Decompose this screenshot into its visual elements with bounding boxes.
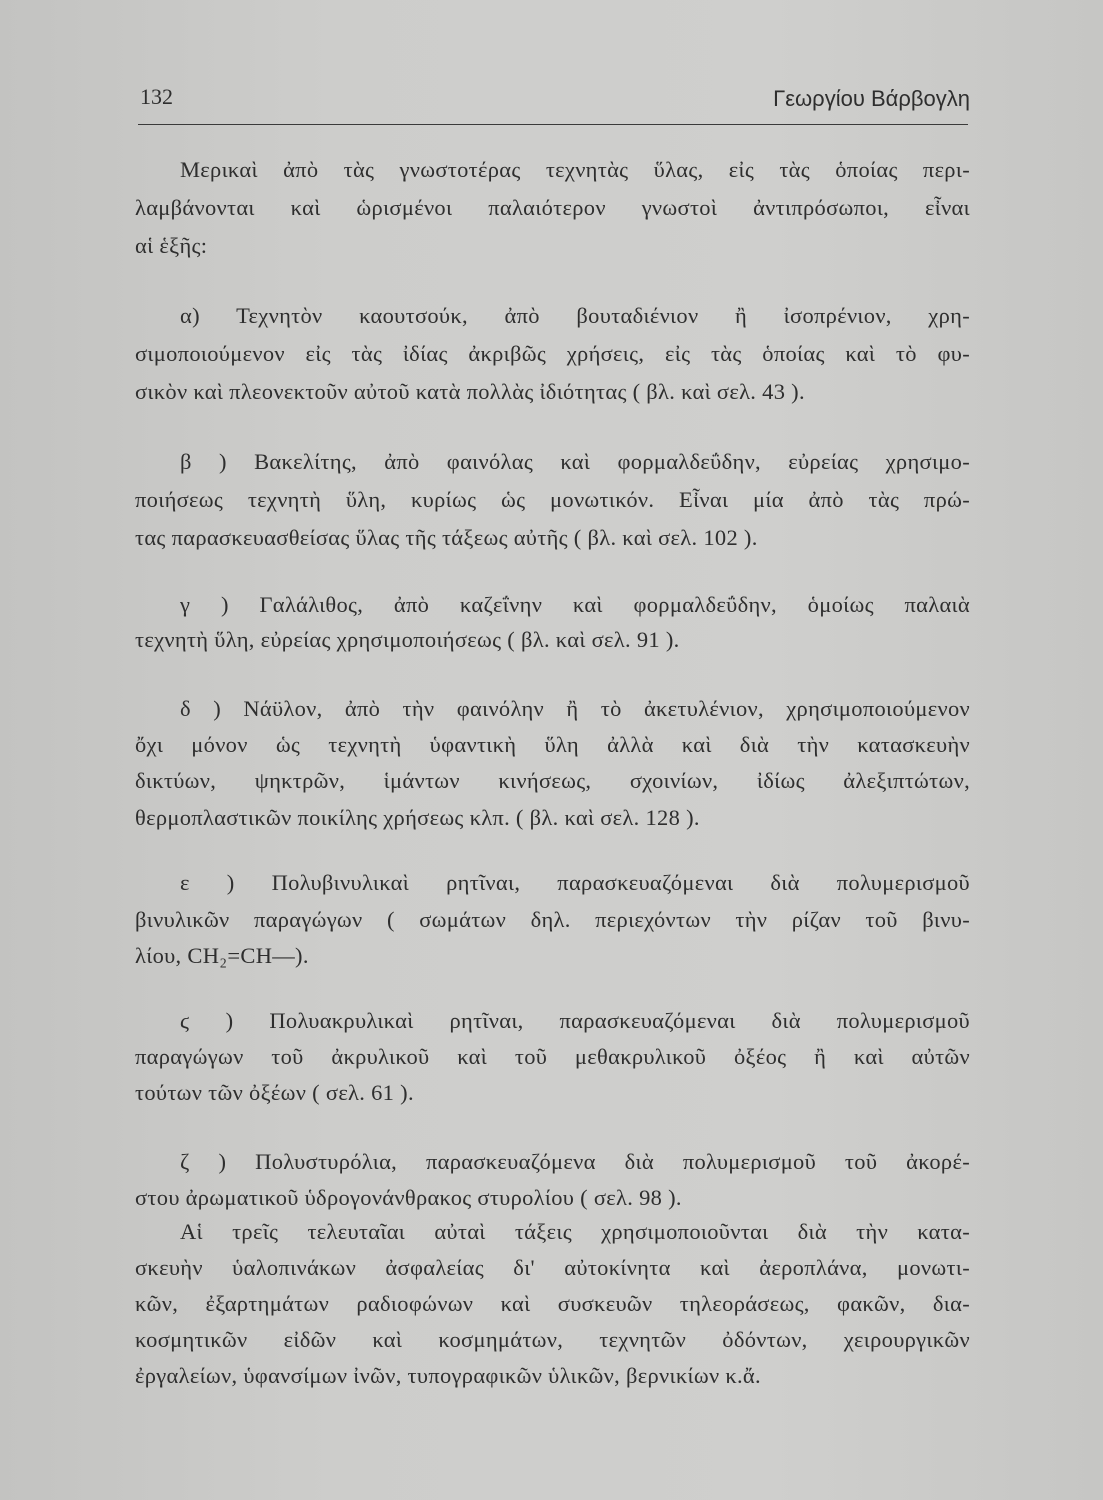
text-line: παραγώγων τοῦ ἀκρυλικοῦ καὶ τοῦ μεθακρυλικοῦ ὀξέος ἢ καὶ αὐτῶν [135, 1044, 970, 1069]
running-head: Γεωργίου Βάρβογλη [773, 86, 970, 111]
text-line: κῶν, ἐξαρτημάτων ραδιοφώνων καὶ συσκευῶν τηλεοράσεως, φακῶν, δια- [135, 1291, 970, 1316]
text-line: αἱ ἑξῆς: [135, 233, 208, 258]
text-line: ε ) Πολυβινυλικαὶ ρητῖναι, παρασκευαζόμεναι διὰ πολυμερισμοῦ [180, 870, 970, 895]
page-number: 132 [140, 84, 173, 109]
text-line: ἐργαλείων, ὑφανσίμων ἰνῶν, τυπογραφικῶν ὑλικῶν, βερνικίων κ.ἄ. [135, 1363, 761, 1388]
text-line: γ ) Γαλάλιθος, ἀπὸ καζεΐνην καὶ φορμαλδεΰδην, ὁμοίως παλαιὰ [180, 592, 970, 617]
text-line: τας παρασκευασθείσας ὕλας τῆς τάξεως αὐτῆς ( βλ. καὶ σελ. 102 ). [135, 525, 758, 550]
text-line: ζ ) Πολυστυρόλια, παρασκευαζόμενα διὰ πολυμερισμοῦ τοῦ ἀκορέ- [180, 1149, 970, 1174]
text-line: δικτύων, ψηκτρῶν, ἱμάντων κινήσεως, σχοινίων, ἰδίως ἀλεξιπτώτων, [135, 768, 970, 793]
text-line: β ) Βακελίτης, ἀπὸ φαινόλας καὶ φορμαλδεΰδην, εὐρείας χρησιμο- [180, 449, 970, 474]
text-line: ποιήσεως τεχνητὴ ὕλη, κυρίως ὡς μονωτικόν. Εἶναι μία ἀπὸ τὰς πρώ- [135, 487, 970, 512]
text-line: Μερικαὶ ἀπὸ τὰς γνωστοτέρας τεχνητὰς ὕλας, εἰς τὰς ὁποίας περι- [180, 157, 970, 182]
text-line: σικὸν καὶ πλεονεκτοῦν αὐτοῦ κατὰ πολλὰς ἰδιότητας ( βλ. καὶ σελ. 43 ). [135, 379, 805, 404]
text-line: βινυλικῶν παραγώγων ( σωμάτων δηλ. περιεχόντων τὴν ρίζαν τοῦ βινυ- [135, 907, 970, 932]
text-line: α) Τεχνητὸν καουτσούκ, ἀπὸ βουταδιένιον ἢ ἰσοπρένιον, χρη- [180, 303, 970, 328]
text-line: στου ἀρωματικοῦ ὑδρογονάνθρακος στυρολίου ( σελ. 98 ). [135, 1185, 682, 1210]
text-line: σκευὴν ὑαλοπινάκων ἀσφαλείας δι' αὐτοκίνητα καὶ ἀεροπλάνα, μονωτι- [135, 1255, 970, 1280]
text-line: ὄχι μόνον ὡς τεχνητὴ ὑφαντικὴ ὕλη ἀλλὰ καὶ διὰ τὴν κατασκευὴν [135, 732, 970, 757]
text-line: Αἱ τρεῖς τελευταῖαι αὐταὶ τάξεις χρησιμοποιοῦνται διὰ τὴν κατα- [180, 1219, 970, 1244]
text-line: τούτων τῶν ὀξέων ( σελ. 61 ). [135, 1080, 414, 1105]
text-line: σιμοποιούμενον εἰς τὰς ἰδίας ἀκριβῶς χρήσεις, εἰς τὰς ὁποίας καὶ τὸ φυ- [135, 341, 970, 366]
text-line: κοσμητικῶν εἰδῶν καὶ κοσμημάτων, τεχνητῶν ὀδόντων, χειρουργικῶν [135, 1327, 970, 1352]
text-line: θερμοπλαστικῶν ποικίλης χρήσεως κλπ. ( βλ. καὶ σελ. 128 ). [135, 805, 700, 830]
text-line: δ ) Νάϋλον, ἀπὸ τὴν φαινόλην ἢ τὸ ἀκετυλένιον, χρησιμοποιούμενον [180, 696, 970, 721]
header-rule [138, 124, 968, 125]
text-line: λαμβάνονται καὶ ὡρισμένοι παλαιότερον γνωστοὶ ἀντιπρόσωποι, εἶναι [135, 195, 970, 220]
text-line: ϛ ) Πολυακρυλικαὶ ρητῖναι, παρασκευαζόμεναι διὰ πολυμερισμοῦ [180, 1008, 970, 1033]
text-line: τεχνητὴ ὕλη, εὐρείας χρησιμοποιήσεως ( βλ. καὶ σελ. 91 ). [135, 627, 680, 652]
text-line: λίου, CH₂=CH—). [135, 943, 309, 968]
